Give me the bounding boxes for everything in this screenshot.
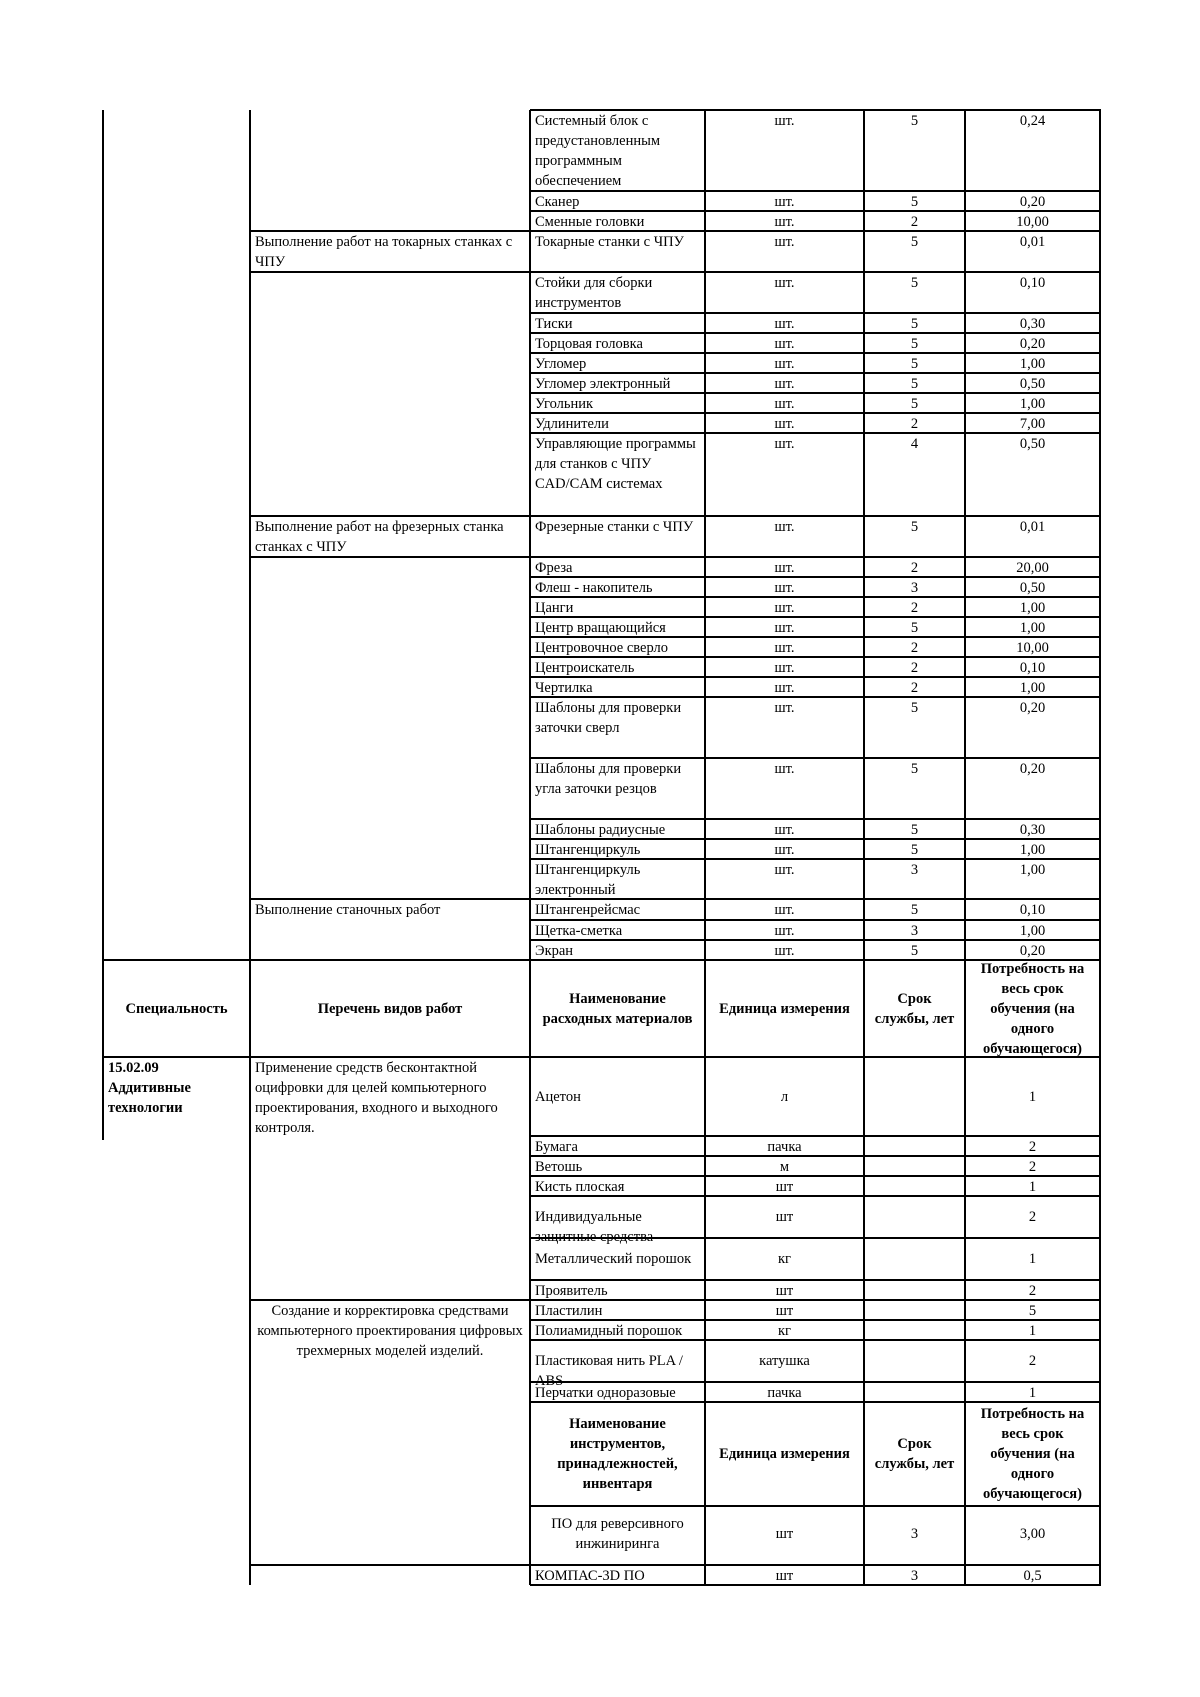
list-item-unit: шт. bbox=[774, 943, 795, 959]
list-item-unit: л bbox=[780, 1088, 789, 1105]
list-item-name: Фрезерные станки с ЧПУ bbox=[535, 519, 694, 535]
list-item-need: 0,20 bbox=[1019, 194, 1046, 210]
list-item-unit: шт. bbox=[774, 640, 795, 656]
table-border bbox=[964, 110, 966, 1585]
table-border bbox=[102, 960, 104, 1140]
list-item-life: 2 bbox=[910, 214, 919, 230]
list-item-unit: шт. bbox=[774, 376, 795, 392]
column-header-specialty: Специальность bbox=[125, 1000, 228, 1017]
list-item-unit: шт. bbox=[774, 234, 795, 250]
list-item-name: Индивидуальные защитные средства bbox=[535, 1209, 654, 1245]
list-item-unit: шт. bbox=[774, 660, 795, 676]
list-item-unit: шт. bbox=[774, 356, 795, 372]
list-item-unit: шт. bbox=[774, 580, 795, 596]
list-item-name: Центр вращающийся bbox=[535, 620, 666, 636]
list-item-need: 3,00 bbox=[1019, 1526, 1046, 1542]
list-item-need: 2 bbox=[1028, 1159, 1037, 1175]
list-item-unit: м bbox=[779, 1159, 790, 1175]
column-header-need: Потребность на весь срок обучения (на одного обучающегося) bbox=[980, 960, 1085, 1057]
list-item-need: 0,50 bbox=[1019, 580, 1046, 596]
list-item-need: 10,00 bbox=[1016, 214, 1049, 230]
table-border bbox=[250, 515, 531, 517]
list-item-need: 0,5 bbox=[1023, 1568, 1042, 1584]
table-border bbox=[1099, 110, 1101, 1585]
list-item-need: 2 bbox=[1028, 1139, 1037, 1155]
list-item-need: 20,00 bbox=[1016, 560, 1049, 576]
list-item-name: Шаблоны для проверки заточки сверл bbox=[535, 700, 682, 736]
list-item-need: 1,00 bbox=[1019, 842, 1046, 858]
table-border bbox=[529, 110, 531, 1585]
work-type: Выполнение работ на фрезерных станка станках с ЧПУ bbox=[255, 519, 504, 555]
list-item-name: Проявитель bbox=[535, 1283, 608, 1299]
list-item-name: Центровочное сверло bbox=[535, 640, 669, 656]
list-item-life: 5 bbox=[910, 761, 919, 777]
list-item-name: Кисть плоская bbox=[535, 1179, 625, 1195]
list-item-need: 0,50 bbox=[1019, 376, 1046, 392]
list-item-life: 5 bbox=[910, 356, 919, 372]
list-item-need: 0,01 bbox=[1019, 234, 1046, 250]
list-item-name: Бумага bbox=[535, 1139, 578, 1155]
list-item-name: Флеш - накопитель bbox=[535, 580, 653, 596]
list-item-life: 5 bbox=[910, 822, 919, 838]
table-border bbox=[530, 1505, 1101, 1507]
list-item-name: Перчатки одноразовые bbox=[535, 1385, 676, 1401]
list-item-unit: шт bbox=[775, 1179, 794, 1195]
table-border bbox=[250, 230, 531, 232]
list-item-need: 0,10 bbox=[1019, 660, 1046, 676]
list-item-life: 5 bbox=[910, 620, 919, 636]
list-item-need: 0,24 bbox=[1019, 113, 1046, 129]
list-item-need: 1,00 bbox=[1019, 862, 1046, 878]
column-header-works: Перечень видов работ bbox=[317, 1000, 463, 1017]
list-item-need: 1 bbox=[1028, 1088, 1037, 1105]
list-item-life: 5 bbox=[910, 275, 919, 291]
list-item-name: Щетка-сметка bbox=[535, 923, 623, 939]
list-item-life: 5 bbox=[910, 194, 919, 210]
list-item-name: Цанги bbox=[535, 600, 574, 616]
list-item-unit: шт. bbox=[774, 700, 795, 716]
list-item-life: 5 bbox=[910, 700, 919, 716]
list-item-unit: шт. bbox=[774, 620, 795, 636]
list-item-need: 0,01 bbox=[1019, 519, 1046, 535]
list-item-need: 0,20 bbox=[1019, 700, 1046, 716]
list-item-life: 5 bbox=[910, 519, 919, 535]
list-item-name: Штангенрейсмас bbox=[535, 902, 641, 918]
list-item-life: 5 bbox=[910, 943, 919, 959]
list-item-life: 3 bbox=[910, 862, 919, 878]
list-item-unit: шт. bbox=[774, 842, 795, 858]
list-item-unit: шт bbox=[775, 1303, 794, 1319]
list-item-life: 3 bbox=[910, 580, 919, 596]
list-item-need: 0,20 bbox=[1019, 761, 1046, 777]
list-item-unit: шт. bbox=[774, 902, 795, 918]
list-item-need: 0,20 bbox=[1019, 336, 1046, 352]
list-item-need: 1 bbox=[1028, 1179, 1037, 1195]
list-item-unit: пачка bbox=[767, 1139, 802, 1155]
list-item-name: ПО для реверсивного инжиниринга bbox=[551, 1516, 684, 1552]
list-item-name: Ацетон bbox=[535, 1088, 581, 1105]
table-border bbox=[530, 1195, 1101, 1197]
list-item-name: КОМПАС-3D ПО bbox=[535, 1568, 645, 1584]
list-item-unit: шт. bbox=[774, 436, 795, 452]
list-item-unit: пачка bbox=[767, 1385, 802, 1401]
list-item-life: 5 bbox=[910, 396, 919, 412]
work-type: Выполнение работ на токарных станках с ЧПУ bbox=[255, 234, 513, 270]
list-item-unit: шт. bbox=[774, 275, 795, 291]
list-item-life: 5 bbox=[910, 842, 919, 858]
list-item-name: Тиски bbox=[535, 316, 573, 332]
table-border bbox=[530, 1584, 1101, 1586]
list-item-unit: шт bbox=[775, 1568, 794, 1584]
list-item-unit: шт. bbox=[774, 822, 795, 838]
column-header-need: Потребность на весь срок обучения (на одного обучающегося) bbox=[980, 1406, 1085, 1502]
table-border bbox=[250, 898, 531, 900]
list-item-need: 7,00 bbox=[1019, 416, 1046, 432]
list-item-life: 2 bbox=[910, 416, 919, 432]
list-item-life: 5 bbox=[910, 113, 919, 129]
list-item-name: Системный блок с предустановленным программным обеспечением bbox=[535, 113, 661, 189]
list-item-name: Штангенциркуль bbox=[535, 842, 641, 858]
list-item-need: 5 bbox=[1028, 1303, 1037, 1319]
list-item-life: 2 bbox=[910, 560, 919, 576]
specialty-name: 15.02.09 Аддитивные технологии bbox=[108, 1060, 191, 1116]
table-border bbox=[863, 110, 865, 1585]
list-item-life: 4 bbox=[910, 436, 919, 452]
list-item-unit: шт. bbox=[774, 336, 795, 352]
list-item-name: Полиамидный порошок bbox=[535, 1323, 683, 1339]
list-item-name: Ветошь bbox=[535, 1159, 583, 1175]
list-item-life: 5 bbox=[910, 316, 919, 332]
column-header-life: Срок службы, лет bbox=[874, 1436, 955, 1472]
column-header-life: Срок службы, лет bbox=[874, 990, 955, 1027]
list-item-need: 0,50 bbox=[1019, 436, 1046, 452]
list-item-life: 2 bbox=[910, 600, 919, 616]
list-item-name: Центроискатель bbox=[535, 660, 635, 676]
table-border bbox=[530, 1237, 1101, 1239]
list-item-unit: кг bbox=[778, 1251, 791, 1267]
list-item-unit: шт. bbox=[774, 194, 795, 210]
column-header-unit: Единица измерения bbox=[719, 1446, 850, 1462]
work-type: Выполнение станочных работ bbox=[255, 902, 441, 918]
list-item-name: Стойки для сборки инструментов bbox=[535, 275, 653, 311]
list-item-life: 5 bbox=[910, 376, 919, 392]
table-border bbox=[103, 959, 1101, 961]
list-item-name: Торцовая головка bbox=[535, 336, 643, 352]
list-item-name: Штангенциркуль электронный bbox=[535, 862, 641, 898]
list-item-unit: кг bbox=[778, 1323, 791, 1339]
list-item-unit: шт. bbox=[774, 519, 795, 535]
list-item-need: 1,00 bbox=[1019, 923, 1046, 939]
list-item-need: 1,00 bbox=[1019, 600, 1046, 616]
list-item-need: 0,20 bbox=[1019, 943, 1046, 959]
list-item-need: 1 bbox=[1028, 1385, 1037, 1401]
list-item-unit: шт. bbox=[774, 396, 795, 412]
list-item-need: 0,30 bbox=[1019, 316, 1046, 332]
list-item-unit: шт. bbox=[774, 113, 795, 129]
list-item-life: 3 bbox=[910, 923, 919, 939]
table-border bbox=[250, 556, 531, 558]
list-item-unit: шт bbox=[775, 1526, 794, 1542]
list-item-need: 10,00 bbox=[1016, 640, 1049, 656]
list-item-need: 1,00 bbox=[1019, 620, 1046, 636]
list-item-name: Удлинители bbox=[535, 416, 609, 432]
table-border bbox=[250, 1299, 531, 1301]
list-item-need: 1,00 bbox=[1019, 680, 1046, 696]
column-header-materials: Наименование расходных материалов bbox=[542, 990, 693, 1027]
list-item-life: 5 bbox=[910, 336, 919, 352]
list-item-need: 0,10 bbox=[1019, 275, 1046, 291]
table-border bbox=[250, 1564, 531, 1566]
list-item-unit: шт bbox=[775, 1283, 794, 1299]
list-item-unit: шт. bbox=[774, 416, 795, 432]
list-item-name: Экран bbox=[535, 943, 574, 959]
list-item-need: 1 bbox=[1028, 1323, 1037, 1339]
list-item-life: 5 bbox=[910, 902, 919, 918]
list-item-need: 1 bbox=[1028, 1251, 1037, 1267]
list-item-need: 0,30 bbox=[1019, 822, 1046, 838]
table-border bbox=[249, 110, 251, 1585]
list-item-name: Угломер электронный bbox=[535, 376, 671, 392]
list-item-life: 3 bbox=[910, 1568, 919, 1584]
list-item-name: Угольник bbox=[535, 396, 594, 412]
list-item-name: Угломер bbox=[535, 356, 587, 372]
list-item-name: Сканер bbox=[535, 194, 580, 210]
list-item-life: 5 bbox=[910, 234, 919, 250]
list-item-name: Токарные станки с ЧПУ bbox=[535, 234, 684, 250]
list-item-life: 3 bbox=[910, 1526, 919, 1542]
list-item-need: 2 bbox=[1028, 1353, 1037, 1369]
work-type: Применение средств бесконтактной оцифровки для целей компьютерного проектирования, входного и выходного контроля. bbox=[255, 1060, 498, 1136]
list-item-need: 2 bbox=[1028, 1209, 1037, 1225]
list-item-unit: шт. bbox=[774, 862, 795, 878]
table-border bbox=[530, 1339, 1101, 1341]
list-item-need: 2 bbox=[1028, 1283, 1037, 1299]
table-border bbox=[250, 271, 531, 273]
list-item-need: 1,00 bbox=[1019, 356, 1046, 372]
list-item-name: Шаблоны для проверки угла заточки резцов bbox=[535, 761, 682, 797]
list-item-unit: шт. bbox=[774, 761, 795, 777]
list-item-need: 0,10 bbox=[1019, 902, 1046, 918]
list-item-unit: шт. bbox=[774, 560, 795, 576]
list-item-life: 2 bbox=[910, 640, 919, 656]
list-item-life: 2 bbox=[910, 680, 919, 696]
list-item-unit: шт. bbox=[774, 680, 795, 696]
list-item-name: Сменные головки bbox=[535, 214, 645, 230]
list-item-life: 2 bbox=[910, 660, 919, 676]
list-item-unit: шт. bbox=[774, 600, 795, 616]
work-type: Создание и корректировка средствами компьютерного проектирования цифровых трехмерных моделей изделий. bbox=[257, 1303, 523, 1359]
list-item-unit: шт. bbox=[774, 923, 795, 939]
list-item-name: Пластилин bbox=[535, 1303, 603, 1319]
list-item-name: Пластиковая нить PLA / ABS bbox=[535, 1353, 683, 1389]
list-item-unit: шт. bbox=[774, 214, 795, 230]
list-item-name: Металлический порошок bbox=[535, 1251, 692, 1267]
list-item-name: Управляющие программы для станков с ЧПУ CAD/CAM системах bbox=[535, 436, 696, 492]
list-item-name: Чертилка bbox=[535, 680, 593, 696]
list-item-unit: шт. bbox=[774, 316, 795, 332]
list-item-name: Шаблоны радиусные bbox=[535, 822, 666, 838]
column-header-unit: Единица измерения bbox=[719, 1000, 850, 1017]
list-item-unit: катушка bbox=[759, 1353, 810, 1369]
column-header-tools: Наименование инструментов, принадлежностей, инвентаря bbox=[557, 1416, 678, 1492]
table-border bbox=[704, 110, 706, 1585]
list-item-unit: шт bbox=[775, 1209, 794, 1225]
list-item-name: Фреза bbox=[535, 560, 573, 576]
list-item-need: 1,00 bbox=[1019, 396, 1046, 412]
